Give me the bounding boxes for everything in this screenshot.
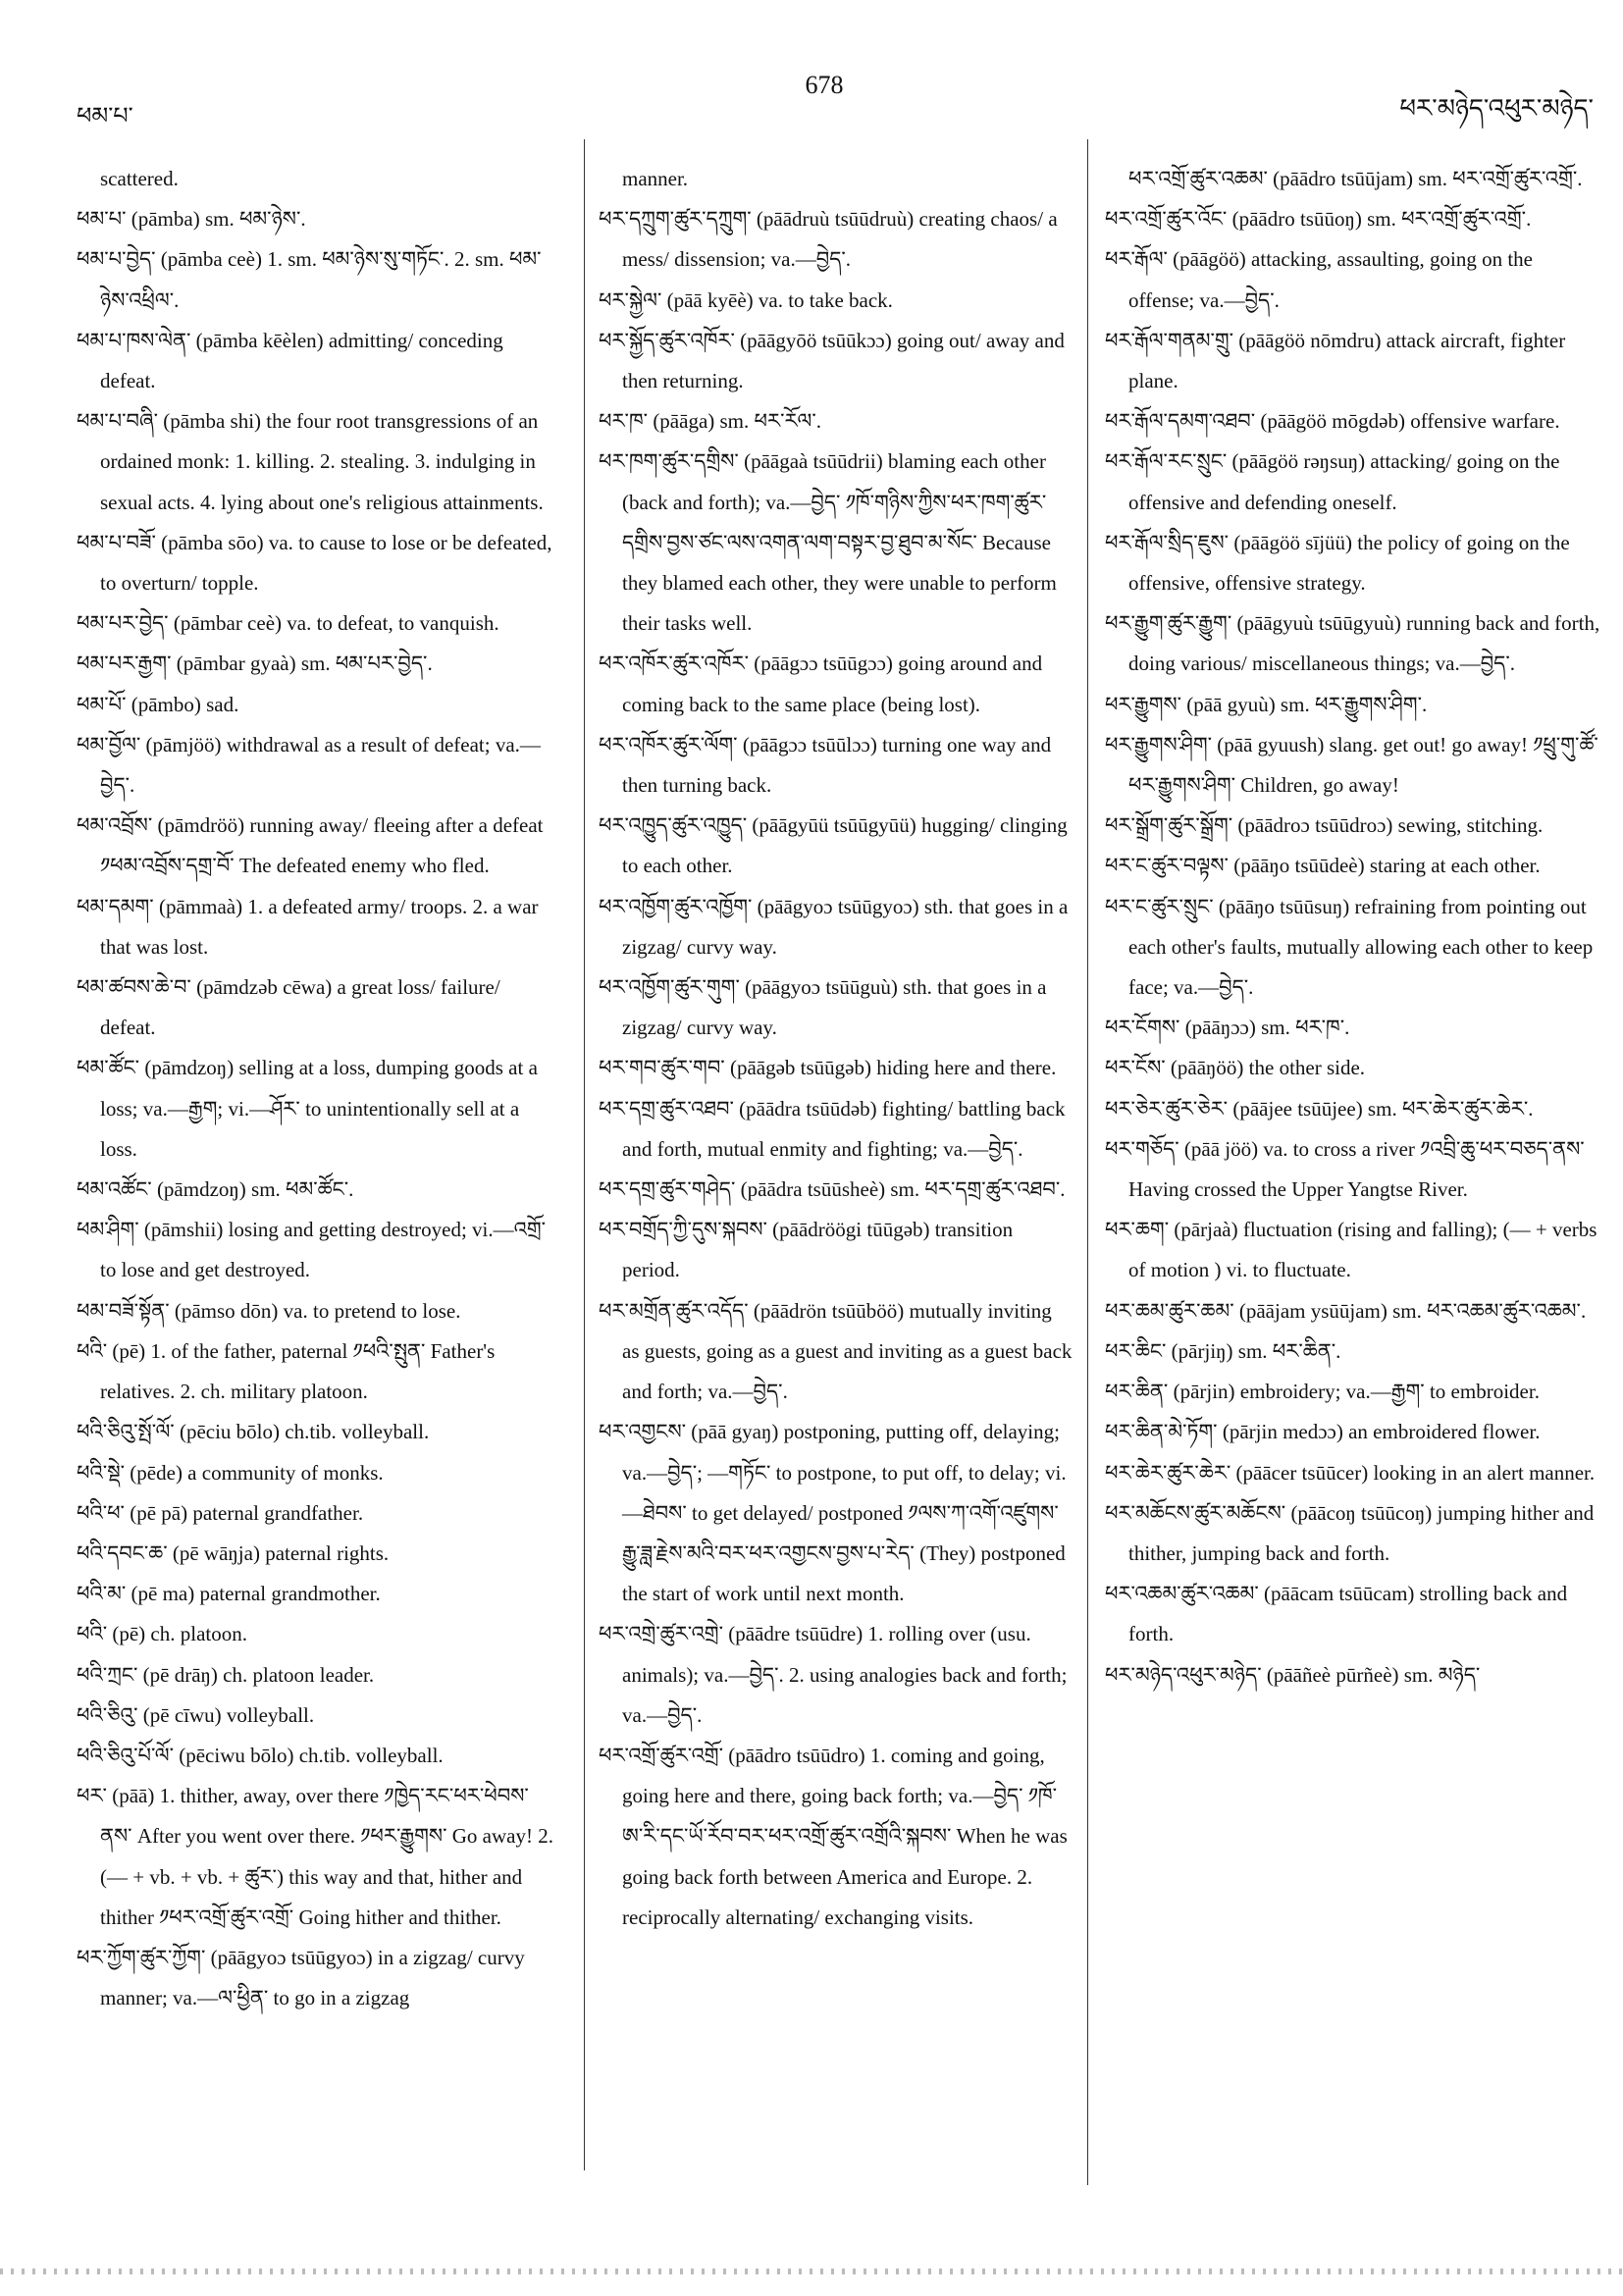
dictionary-entry: scattered. [100, 167, 179, 190]
dictionary-entry: ཕམ་པར་རྒྱག་ (pāmbar gyaà) sm. ཕམ་པར་བྱེད་. [77, 652, 433, 676]
running-head-right: ཕར་མཉེད་འཕུར་མཉེད་ [1399, 94, 1594, 123]
dictionary-entry: ཕར་རྒོལ་ (pāāgöö) attacking, assaulting, going on the offense; va.—བྱེད་. [1105, 247, 1533, 312]
dictionary-entry: manner. [622, 167, 689, 190]
column-1 [77, 159, 553, 2180]
scan-edge-dots [0, 2269, 1623, 2274]
dictionary-entry: ཕའི་ཅིའུ་ (pē cīwu) volleyball. [77, 1702, 315, 1727]
dictionary-entry: ཕའི་སྡེ་ (pēde) a community of monks. [77, 1460, 384, 1485]
dictionary-entry: ཕམ་པ་བཟོ་ (pāmba sōo) va. to cause to lose or be defeated, to overturn/ topple. [77, 530, 552, 596]
dictionary-entry: ཕམ་ཤིག་ (pāmshii) losing and getting destroyed; vi.—འགྲོ་ to lose and get destroyed. [77, 1218, 547, 1282]
dictionary-entry: ཕར་ངོས་ (pāāŋöö) the other side. [1105, 1056, 1366, 1080]
page-number: 678 [805, 71, 844, 99]
column-divider-2 [1087, 139, 1088, 2185]
dictionary-entry: ཕར་ང་ཚུར་བལྟས་ (pāāŋo tsūūdeè) staring at each other. [1105, 854, 1541, 878]
column-2 [599, 159, 1073, 2180]
dictionary-entry: ཕར་ཆམ་ཚུར་ཆམ་ (pāājam ysūūjam) sm. ཕར་འཆམ་ཚུར་འཆམ་. [1105, 1298, 1587, 1323]
dictionary-entry: ཕར་ཀྱོག་ཚུར་ཀྱོག་ (pāāgyoɔ tsūūgyoɔ) in a zigzag/ curvy manner; va.—ལ་ཕྱིན་ to go in a zigzag [77, 1945, 525, 2010]
dictionary-entry: ཕར་ཁག་ཚུར་དགྲིས་ (pāāgaà tsūūdrii) blaming each other (back and forth); va.—བྱེད་ ༡ཁོ་གཉིས་ཀྱིས་ཕར་ཁག་ཚུར་དགྲིས་བྱས་ཙང་ལས་འགན་ལག་བསྟར་བྱ་ཐུབ་མ་སོང་ Because they blamed each other, they were unable to perform their tasks well. [599, 449, 1057, 636]
dictionary-entry: ཕར་ (pāā) 1. thither, away, over there ༡ཁྱེད་རང་ཕར་ཕེབས་ནས་ After you went over there. ༡ཕར་རྒྱུགས་ Go away! 2. (— + vb. + vb. + ཚུར་) this way and that, hither and thither ༡ཕར་འགྲོ་ཚུར་འགྲོ་ Going hither and thither. [77, 1784, 553, 1929]
dictionary-entry: ཕར་འཁོར་ཚུར་ལོག་ (pāāgɔɔ tsūūlɔɔ) turning one way and then turning back. [599, 732, 1052, 798]
dictionary-entry: ཕའི་ (pē) 1. of the father, paternal ༡ཕའི་སྤུན་ Father's relatives. 2. ch. military platoon. [77, 1338, 496, 1404]
dictionary-entry: ཕར་སྐྱོད་ཚུར་འཁོར་ (pāāgyōö tsūūkɔɔ) going out/ away and then returning. [599, 328, 1065, 393]
dictionary-entry: ཕར་འཁྱུད་ཚུར་འཁྱུད་ (pāāgyūü tsūūgyūü) hugging/ clinging to each other. [599, 813, 1068, 878]
dictionary-entry: ཕར་དགྲ་ཚུར་འཐབ་ (pāādra tsūūdəb) fighting/ battling back and forth, mutual enmity and fighting; va.—བྱེད་. [599, 1096, 1066, 1161]
dictionary-entry: ཕར་རྒོལ་སྲིད་ཇུས་ (pāāgöö sījüü) the policy of going on the offensive, offensive strategy. [1105, 530, 1570, 596]
dictionary-entry: ཕར་མཆོངས་ཚུར་མཆོངས་ (pāācoŋ tsūūcoŋ) jumping hither and thither, jumping back and forth. [1105, 1500, 1595, 1565]
dictionary-entry: ཕར་འགྲོ་ཚུར་འཆམ་ (pāādro tsūūjam) sm. ཕར་འགྲོ་ཚུར་འགྲོ་. [1128, 167, 1583, 190]
dictionary-entry: ཕར་བགྲོད་ཀྱི་དུས་སྐབས་ (pāādröögi tūūgəb) transition period. [599, 1218, 1014, 1282]
dictionary-entry: ཕར་གབ་ཚུར་གབ་ (pāāgəb tsūūgəb) hiding here and there. [599, 1056, 1057, 1080]
dictionary-entry: ཕར་ཁ་ (pāāga) sm. ཕར་རོལ་. [599, 409, 822, 434]
column-divider-1 [584, 139, 585, 2170]
dictionary-entry: ཕར་འགྲེ་ཚུར་འགྲེ་ (pāādre tsūūdre) 1. rolling over (usu. animals); va.—བྱེད་. 2. using analogies back and forth; va.—བྱེད་. [599, 1622, 1068, 1727]
dictionary-entry: ཕར་སྒྲོག་ཚུར་སྒྲོག་ (pāādroɔ tsūūdroɔ) sewing, stitching. [1105, 813, 1544, 838]
dictionary-entry: ཕར་འཁོར་ཚུར་འཁོར་ (pāāgɔɔ tsūūgɔɔ) going around and coming back to the same place (being lost). [599, 652, 1043, 716]
dictionary-entry: ཕར་འགྲོ་ཚུར་འགྲོ་ (pāādro tsūūdro) 1. coming and going, going here and there, going back forth; va.—བྱེད་ ༡ཁོ་ཨ་རི་དང་ཡོ་རོབ་བར་ཕར་འགྲོ་ཚུར་འགྲོའི་སྐབས་ When he was going back forth between America and Europe. 2. reciprocally alternating/ exchanging visits. [599, 1743, 1068, 1929]
dictionary-entry: ཕར་རྒོལ་རང་སྲུང་ (pāāgöö rəŋsuŋ) attacking/ going on the offensive and defending oneself. [1105, 449, 1560, 514]
dictionary-entry: ཕར་གཅོད་ (pāā jöö) va. to cross a river ༡འབྲི་ཆུ་ཕར་བཅད་ནས་ Having crossed the Upper Yangtse River. [1105, 1136, 1585, 1202]
dictionary-entry: ཕམ་ཚབས་ཆེ་བ་ (pāmdzəb cēwa) a great loss/ failure/ defeat. [77, 975, 500, 1040]
dictionary-entry: ཕར་དཀྲུག་ཚུར་དཀྲུག་ (pāādruù tsūūdruù) creating chaos/ a mess/ dissension; va.—བྱེད་. [599, 207, 1058, 272]
dictionary-entry: ཕར་འགྱངས་ (pāā gyaŋ) postponing, putting off, delaying; va.—བྱེད་; —གཏོང་ to postpone, to put off, to delay; vi.—ཐེབས་ to get delayed/ postponed ༡ལས་ཀ་འགོ་འཛུགས་རྒྱུ་ཟླ་རྗེས་མའི་བར་ཕར་འགྱངས་བྱས་པ་རེད་ (They) postponed the start of work until next month. [599, 1420, 1067, 1606]
running-head-left: ཕམ་པ་ [77, 104, 133, 130]
dictionary-entry: ཕར་འཆམ་ཚུར་འཆམ་ (pāācam tsūūcam) strolling back and forth. [1105, 1582, 1568, 1646]
dictionary-entry: ཕམ་པོ་ (pāmbo) sad. [77, 692, 239, 716]
dictionary-entry: ཕམ་པ་བཞི་ (pāmba shi) the four root transgressions of an ordained monk: 1. killing. 2. stealing. 3. indulging in sexual acts. 4. lying about one's religious attainments. [77, 409, 544, 514]
dictionary-entry: ཕའི་ཀྲང་ (pē drāŋ) ch. platoon leader. [77, 1662, 375, 1687]
dictionary-entry: ཕའི་ཅིའུ་སྤོ་ལོ་ (pēciu bōlo) ch.tib. volleyball. [77, 1420, 430, 1444]
dictionary-entry: ཕམ་པ་ཁས་ལེན་ (pāmba kēèlen) admitting/ conceding defeat. [77, 328, 503, 393]
dictionary-entry: ཕམ་པ་ (pāmba) sm. ཕམ་ཉེས་. [77, 207, 306, 232]
dictionary-entry: ཕམ་འབྲོས་ (pāmdröö) running away/ fleeing after a defeat ༡ཕམ་འབྲོས་དགྲ་བོ་ The defeated enemy who fled. [77, 813, 544, 878]
dictionary-entry: ཕའི་ (pē) ch. platoon. [77, 1622, 247, 1646]
dictionary-entry: ཕམ་དམག་ (pāmmaà) 1. a defeated army/ troops. 2. a war that was lost. [77, 894, 539, 959]
dictionary-entry: ཕར་ཆག་ (pārjaà) fluctuation (rising and falling); (— + verbs of motion ) vi. to fluctuate. [1105, 1218, 1597, 1282]
dictionary-entry: ཕའི་མ་ (pē ma) paternal grandmother. [77, 1582, 381, 1606]
dictionary-entry: ཕར་རྒྱུགས་ (pāā gyuù) sm. ཕར་རྒྱུགས་ཤིག་. [1105, 692, 1428, 716]
dictionary-entry: ཕར་འཁྱོག་ཚུར་གུག་ (pāāgyoɔ tsūūguù) sth. that goes in a zigzag/ curvy way. [599, 975, 1047, 1040]
dictionary-entry: ཕར་ངོགས་ (pāāŋɔɔ) sm. ཕར་ཁ་. [1105, 1016, 1350, 1040]
dictionary-entry: ཕར་འགྲོ་ཚུར་འོང་ (pāādro tsūūoŋ) sm. ཕར་འགྲོ་ཚུར་འགྲོ་. [1105, 207, 1532, 232]
dictionary-entry: ཕར་མགྲོན་ཚུར་འདོད་ (pāādrön tsūūböö) mutually inviting as guests, going as a guest and inviting as a guest back and forth; va.—བྱེད་. [599, 1298, 1073, 1404]
dictionary-entry: ཕའི་ཅིའུ་པོ་ལོ་ (pēciwu bōlo) ch.tib. volleyball. [77, 1743, 444, 1767]
dictionary-entry: ཕམ་བྱོལ་ (pāmjöö) withdrawal as a result of defeat; va.—བྱེད་. [77, 732, 541, 798]
dictionary-entry: ཕར་རྒྱུག་ཚུར་རྒྱུག་ (pāāgyuù tsūūgyuù) running back and forth, doing various/ miscellaneous things; va.—བྱེད་. [1105, 611, 1600, 676]
dictionary-entry: ཕར་མཉེད་འཕུར་མཉེད་ (pāāñeè pūrñeè) sm. མཉེད་ [1105, 1662, 1481, 1687]
dictionary-entry: ཕམ་བཟོ་སྟོན་ (pāmso dōn) va. to pretend to lose. [77, 1298, 461, 1323]
dictionary-entry: ཕར་ཆིན་མེ་ཏོག་ (pārjin medɔɔ) an embroidered flower. [1105, 1420, 1541, 1444]
dictionary-entry: ཕར་སྐྱེལ་ (pāā kyēè) va. to take back. [599, 287, 893, 312]
dictionary-entry: ཕམ་པ་བྱེད་ (pāmba ceè) 1. sm. ཕམ་ཉེས་སུ་གཏོང་. 2. sm. ཕམ་ཉེས་འཕྲིལ་. [77, 247, 542, 312]
dictionary-entry: ཕར་ཆིང་ (pārjiŋ) sm. ཕར་ཆིན་. [1105, 1338, 1341, 1363]
dictionary-entry: ཕར་རྒྱུགས་ཤིག་ (pāā gyuush) slang. get out! go away! ༡ཕྲུ་གུ་ཚོ་ཕར་རྒྱུགས་ཤིག་ Children, go away! [1105, 732, 1598, 798]
dictionary-entry: ཕའི་ཕ་ (pē pā) paternal grandfather. [77, 1500, 364, 1525]
dictionary-entry: ཕར་འཁྱོག་ཚུར་འཁྱོག་ (pāāgyoɔ tsūūgyoɔ) sth. that goes in a zigzag/ curvy way. [599, 894, 1069, 959]
dictionary-entry: ཕར་ང་ཚུར་སྲུང་ (pāāŋo tsūūsuŋ) refraining from pointing out each other's faults, mutually allowing each other to keep face; va.—བྱེད་. [1105, 894, 1594, 1000]
column-3 [1105, 159, 1601, 2180]
dictionary-entry: ཕར་ཆིན་ (pārjin) embroidery; va.—རྒྱག་ to embroider. [1105, 1380, 1540, 1404]
dictionary-entry: ཕར་རྒོལ་དམག་འཐབ་ (pāāgöö mōgdəb) offensive warfare. [1105, 409, 1560, 434]
dictionary-entry: ཕའི་དབང་ཆ་ (pē wāŋja) paternal rights. [77, 1540, 390, 1565]
dictionary-entry: ཕར་རྒོལ་གནམ་གྲུ་ (pāāgöö nōmdru) attack aircraft, fighter plane. [1105, 328, 1566, 393]
dictionary-entry: ཕམ་འཚོང་ (pāmdzoŋ) sm. ཕམ་ཚོང་. [77, 1177, 354, 1202]
dictionary-entry: ཕར་ཆེར་ཚུར་ཆེར་ (pāācer tsūūcer) looking in an alert manner. [1105, 1460, 1596, 1485]
dictionary-entry: ཕར་ཅེར་ཚུར་ཅེར་ (pāājee tsūūjee) sm. ཕར་ཆེར་ཚུར་ཆེར་. [1105, 1096, 1534, 1121]
dictionary-entry: ཕམ་པར་བྱེད་ (pāmbar ceè) va. to defeat, to vanquish. [77, 611, 499, 636]
dictionary-entry: ཕམ་ཚོང་ (pāmdzoŋ) selling at a loss, dumping goods at a loss; va.—རྒྱག; vi.—ཤོར་ to unintentionally sell at a loss. [77, 1056, 538, 1161]
dictionary-entry: ཕར་དགྲ་ཚུར་གཤེད་ (pāādra tsūūsheè) sm. ཕར་དགྲ་ཚུར་འཐབ་. [599, 1177, 1066, 1202]
